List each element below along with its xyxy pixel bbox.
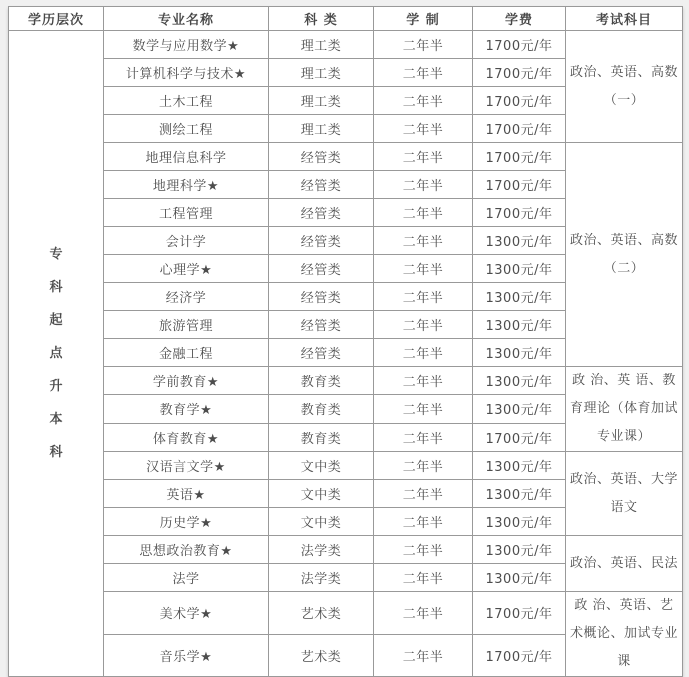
tuition-cell: 1300元/年 <box>473 452 566 480</box>
tuition-cell: 1700元/年 <box>473 199 566 227</box>
exam-subjects-cell: 政治、英语、高数（二） <box>566 143 683 367</box>
category-cell: 文中类 <box>269 508 374 536</box>
programs-table-body <box>9 31 683 677</box>
duration-cell: 二年半 <box>374 199 473 227</box>
major-cell: 汉语言文学★ <box>104 452 269 480</box>
table-row <box>9 143 683 171</box>
major-cell: 经济学 <box>104 283 269 311</box>
tuition-cell: 1300元/年 <box>473 508 566 536</box>
category-cell: 文中类 <box>269 452 374 480</box>
duration-cell: 二年半 <box>374 87 473 115</box>
duration-cell: 二年半 <box>374 143 473 171</box>
duration-cell: 二年半 <box>374 592 473 635</box>
major-cell: 学前教育★ <box>104 367 269 395</box>
major-cell: 工程管理 <box>104 199 269 227</box>
duration-cell: 二年半 <box>374 227 473 255</box>
duration-cell: 二年半 <box>374 59 473 87</box>
programs-table <box>8 6 683 677</box>
category-cell: 文中类 <box>269 480 374 508</box>
major-cell: 计算机科学与技术★ <box>104 59 269 87</box>
exam-subjects-cell: 政治、英语、大学语文 <box>566 452 683 536</box>
header-duration: 学 制 <box>374 7 473 31</box>
tuition-cell: 1300元/年 <box>473 283 566 311</box>
tuition-cell: 1700元/年 <box>473 171 566 199</box>
tuition-cell: 1300元/年 <box>473 255 566 283</box>
category-cell: 艺术类 <box>269 634 374 677</box>
header-level: 学历层次 <box>9 7 104 31</box>
exam-subjects-cell: 政 治、英语、艺术概论、加试专业课 <box>566 592 683 677</box>
category-cell: 教育类 <box>269 423 374 451</box>
major-cell: 音乐学★ <box>104 634 269 677</box>
category-cell: 经管类 <box>269 339 374 367</box>
category-cell: 经管类 <box>269 171 374 199</box>
major-cell: 英语★ <box>104 480 269 508</box>
category-cell: 经管类 <box>269 311 374 339</box>
major-cell: 法学 <box>104 564 269 592</box>
major-cell: 测绘工程 <box>104 115 269 143</box>
major-cell: 旅游管理 <box>104 311 269 339</box>
category-cell: 理工类 <box>269 31 374 59</box>
exam-subjects-cell: 政治、英语、民法 <box>566 536 683 592</box>
header-major: 专业名称 <box>104 7 269 31</box>
category-cell: 教育类 <box>269 395 374 423</box>
tuition-cell: 1700元/年 <box>473 59 566 87</box>
duration-cell: 二年半 <box>374 508 473 536</box>
category-cell: 经管类 <box>269 143 374 171</box>
duration-cell: 二年半 <box>374 423 473 451</box>
duration-cell: 二年半 <box>374 255 473 283</box>
category-cell: 教育类 <box>269 367 374 395</box>
duration-cell: 二年半 <box>374 115 473 143</box>
tuition-cell: 1300元/年 <box>473 311 566 339</box>
duration-cell: 二年半 <box>374 171 473 199</box>
duration-cell: 二年半 <box>374 536 473 564</box>
tuition-cell: 1300元/年 <box>473 564 566 592</box>
duration-cell: 二年半 <box>374 480 473 508</box>
tuition-cell: 1700元/年 <box>473 31 566 59</box>
duration-cell: 二年半 <box>374 452 473 480</box>
major-cell: 金融工程 <box>104 339 269 367</box>
category-cell: 经管类 <box>269 199 374 227</box>
duration-cell: 二年半 <box>374 634 473 677</box>
duration-cell: 二年半 <box>374 395 473 423</box>
duration-cell: 二年半 <box>374 339 473 367</box>
tuition-cell: 1300元/年 <box>473 395 566 423</box>
duration-cell: 二年半 <box>374 311 473 339</box>
header-category: 科 类 <box>269 7 374 31</box>
tuition-cell: 1700元/年 <box>473 423 566 451</box>
category-cell: 经管类 <box>269 255 374 283</box>
tuition-cell: 1300元/年 <box>473 536 566 564</box>
category-cell: 法学类 <box>269 536 374 564</box>
tuition-cell: 1700元/年 <box>473 143 566 171</box>
major-cell: 数学与应用数学★ <box>104 31 269 59</box>
category-cell: 经管类 <box>269 227 374 255</box>
table-row <box>9 452 683 480</box>
tuition-cell: 1300元/年 <box>473 227 566 255</box>
duration-cell: 二年半 <box>374 283 473 311</box>
exam-subjects-cell: 政治、英语、高数（一） <box>566 31 683 143</box>
tuition-cell: 1700元/年 <box>473 592 566 635</box>
major-cell: 心理学★ <box>104 255 269 283</box>
header-tuition: 学费 <box>473 7 566 31</box>
major-cell: 思想政治教育★ <box>104 536 269 564</box>
table-row <box>9 536 683 564</box>
major-cell: 教育学★ <box>104 395 269 423</box>
tuition-cell: 1300元/年 <box>473 480 566 508</box>
major-cell: 历史学★ <box>104 508 269 536</box>
duration-cell: 二年半 <box>374 367 473 395</box>
tuition-cell: 1700元/年 <box>473 87 566 115</box>
header-exam: 考试科目 <box>566 7 683 31</box>
major-cell: 土木工程 <box>104 87 269 115</box>
category-cell: 艺术类 <box>269 592 374 635</box>
table-row <box>9 367 683 395</box>
level-cell: 专 科 起 点 升 本 科 <box>9 31 104 677</box>
tuition-cell: 1700元/年 <box>473 634 566 677</box>
duration-cell: 二年半 <box>374 564 473 592</box>
major-cell: 体育教育★ <box>104 423 269 451</box>
table-row <box>9 31 683 59</box>
tuition-cell: 1300元/年 <box>473 339 566 367</box>
table-row <box>9 592 683 635</box>
category-cell: 经管类 <box>269 283 374 311</box>
category-cell: 理工类 <box>269 87 374 115</box>
category-cell: 法学类 <box>269 564 374 592</box>
header-row <box>9 7 683 31</box>
category-cell: 理工类 <box>269 59 374 87</box>
duration-cell: 二年半 <box>374 31 473 59</box>
tuition-cell: 1300元/年 <box>473 367 566 395</box>
exam-subjects-cell: 政 治、英 语、教育理论（体育加试专业课） <box>566 367 683 452</box>
tuition-cell: 1700元/年 <box>473 115 566 143</box>
major-cell: 会计学 <box>104 227 269 255</box>
major-cell: 美术学★ <box>104 592 269 635</box>
major-cell: 地理科学★ <box>104 171 269 199</box>
category-cell: 理工类 <box>269 115 374 143</box>
major-cell: 地理信息科学 <box>104 143 269 171</box>
